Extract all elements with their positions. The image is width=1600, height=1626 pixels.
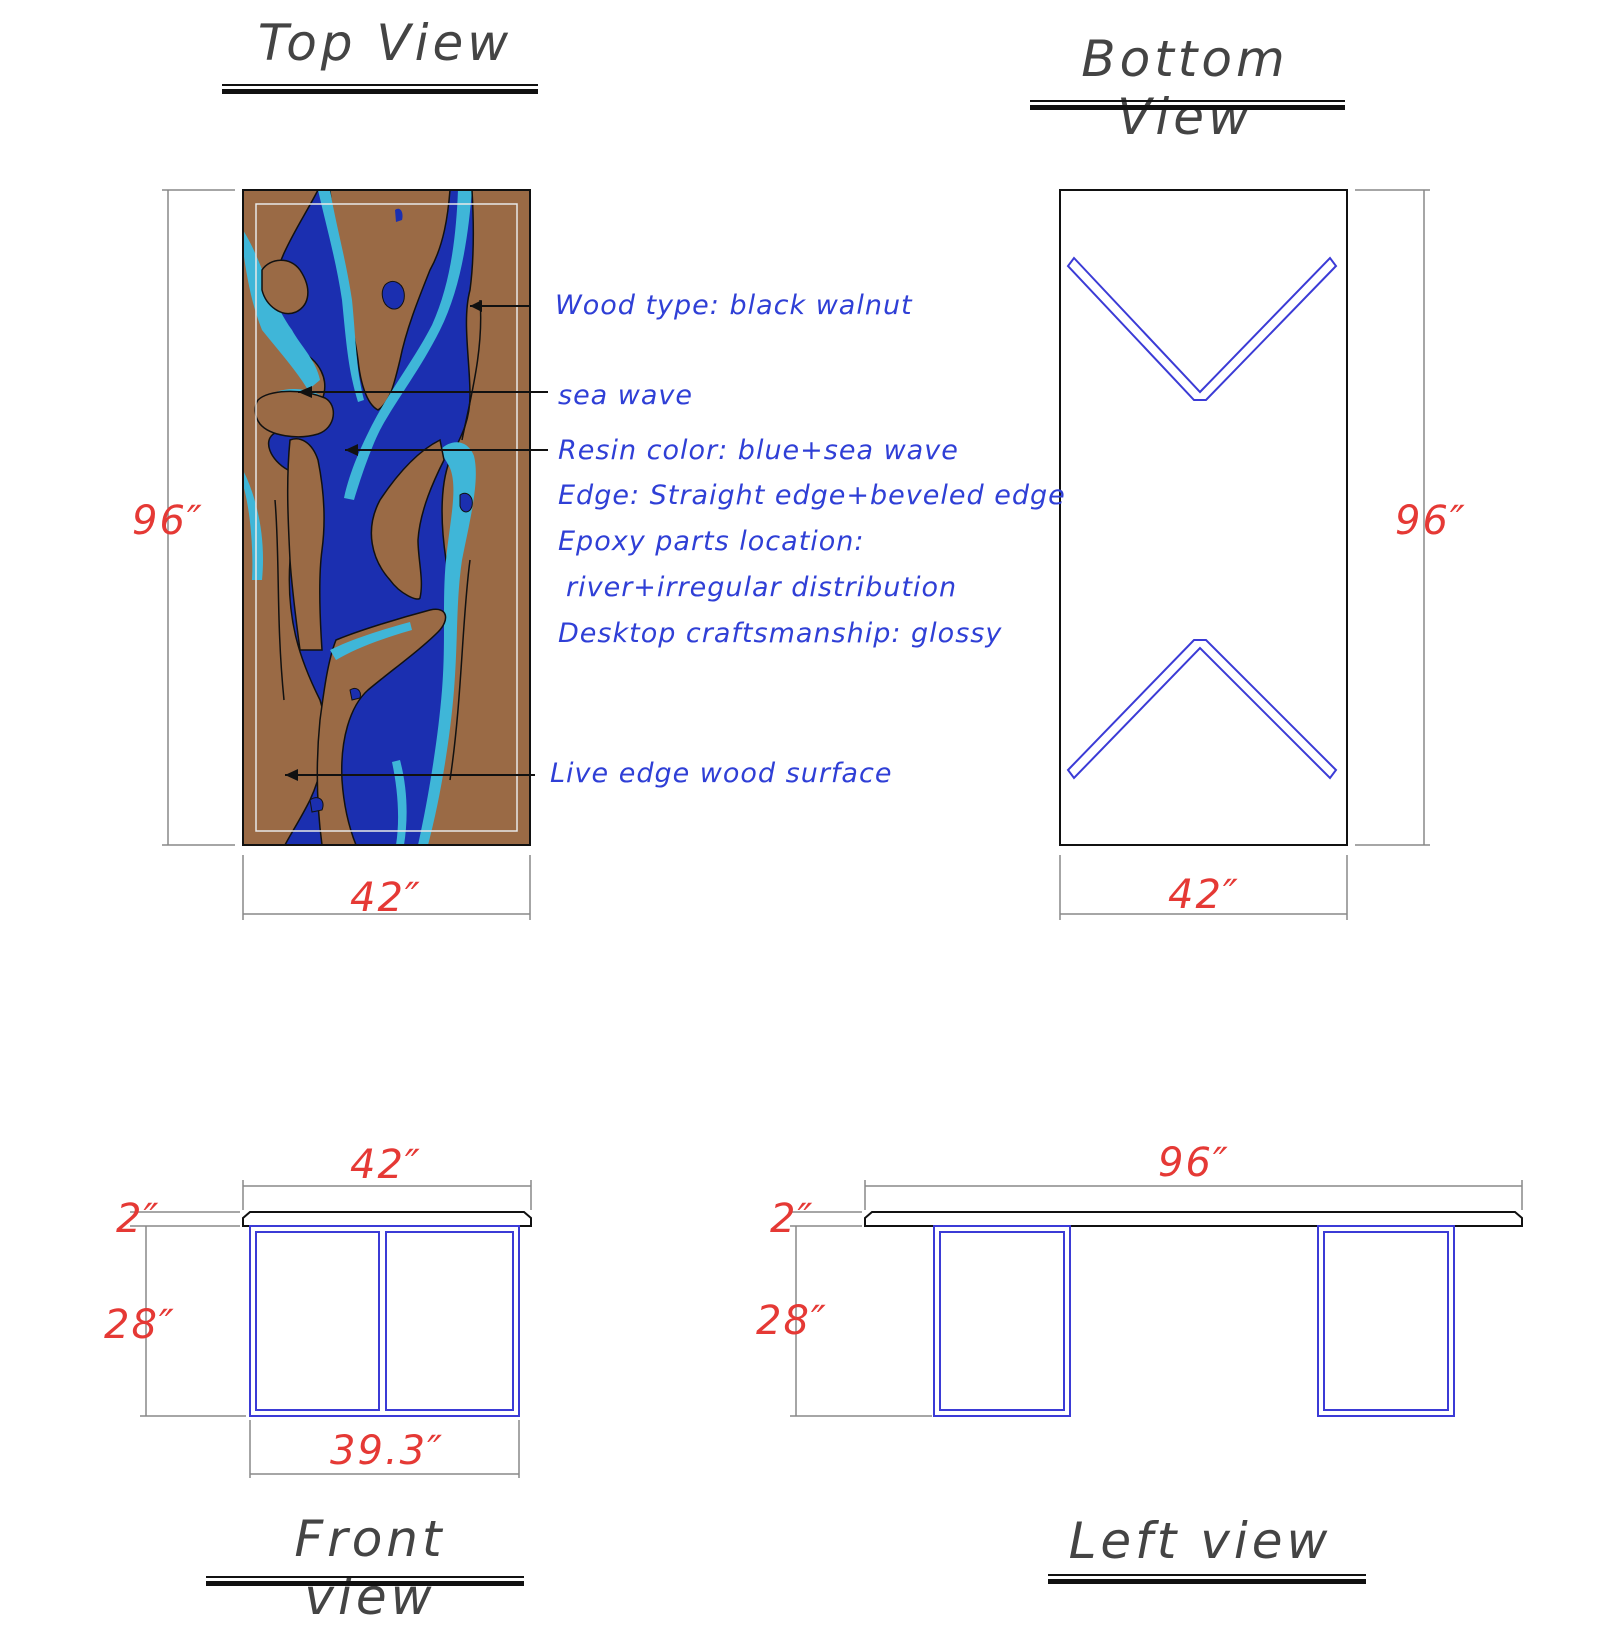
left-leg-frame-1-inner bbox=[940, 1232, 1064, 1410]
dim-label-bottom-length: 96″ bbox=[1395, 498, 1467, 544]
dim-label-left-height: 28″ bbox=[756, 1298, 828, 1344]
left-view-drawing bbox=[790, 1180, 1522, 1416]
note-epoxy-location: Epoxy parts location: bbox=[558, 526, 865, 557]
front-leg-frame-outer bbox=[250, 1226, 519, 1416]
left-view-title: Left view bbox=[1068, 1512, 1332, 1570]
left-leg-frame-1-outer bbox=[934, 1226, 1070, 1416]
left-leg-frame-2-inner bbox=[1324, 1232, 1448, 1410]
front-tabletop bbox=[243, 1212, 531, 1226]
front-leg-frame-left bbox=[256, 1232, 379, 1410]
front-view-title: Front view bbox=[294, 1510, 446, 1626]
top-view-drawing bbox=[162, 190, 548, 920]
left-tabletop bbox=[865, 1212, 1522, 1226]
dim-label-front-thickness: 2″ bbox=[116, 1196, 161, 1242]
top-view-title: Top View bbox=[257, 14, 513, 72]
note-live-edge: Live edge wood surface bbox=[550, 758, 893, 789]
note-craftsmanship: Desktop craftsmanship: glossy bbox=[558, 618, 1003, 649]
bottom-brace-upper-v bbox=[1068, 258, 1336, 400]
dim-label-left-thickness: 2″ bbox=[770, 1196, 815, 1242]
note-sea-wave: sea wave bbox=[558, 380, 694, 411]
dim-label-bottom-width: 42″ bbox=[1168, 872, 1240, 918]
note-wood-type: Wood type: black walnut bbox=[555, 290, 913, 321]
wood-blob-sea-wave bbox=[255, 391, 333, 436]
resin-pocket-1 bbox=[382, 281, 404, 309]
dim-label-top-length: 96″ bbox=[132, 498, 204, 544]
note-epoxy-distribution: river+irregular distribution bbox=[566, 572, 958, 603]
resin-pocket-3 bbox=[460, 493, 472, 512]
left-leg-frame-2-outer bbox=[1318, 1226, 1454, 1416]
note-edge: Edge: Straight edge+beveled edge bbox=[558, 480, 1066, 511]
bottom-view-drawing bbox=[1060, 190, 1430, 920]
dim-label-front-base: 39.3″ bbox=[330, 1428, 445, 1474]
dim-label-top-width: 42″ bbox=[350, 875, 422, 921]
dim-label-left-length: 96″ bbox=[1158, 1140, 1230, 1186]
note-resin-color: Resin color: blue+sea wave bbox=[558, 435, 959, 466]
bottom-view-title: Bottom View bbox=[1081, 30, 1289, 146]
front-leg-frame-right bbox=[386, 1232, 513, 1410]
resin-pocket-4 bbox=[350, 688, 360, 700]
dim-label-front-height: 28″ bbox=[104, 1302, 176, 1348]
bottom-brace-lower-v bbox=[1068, 640, 1336, 778]
resin-pocket-5 bbox=[310, 798, 323, 812]
dim-label-front-width: 42″ bbox=[350, 1142, 422, 1188]
